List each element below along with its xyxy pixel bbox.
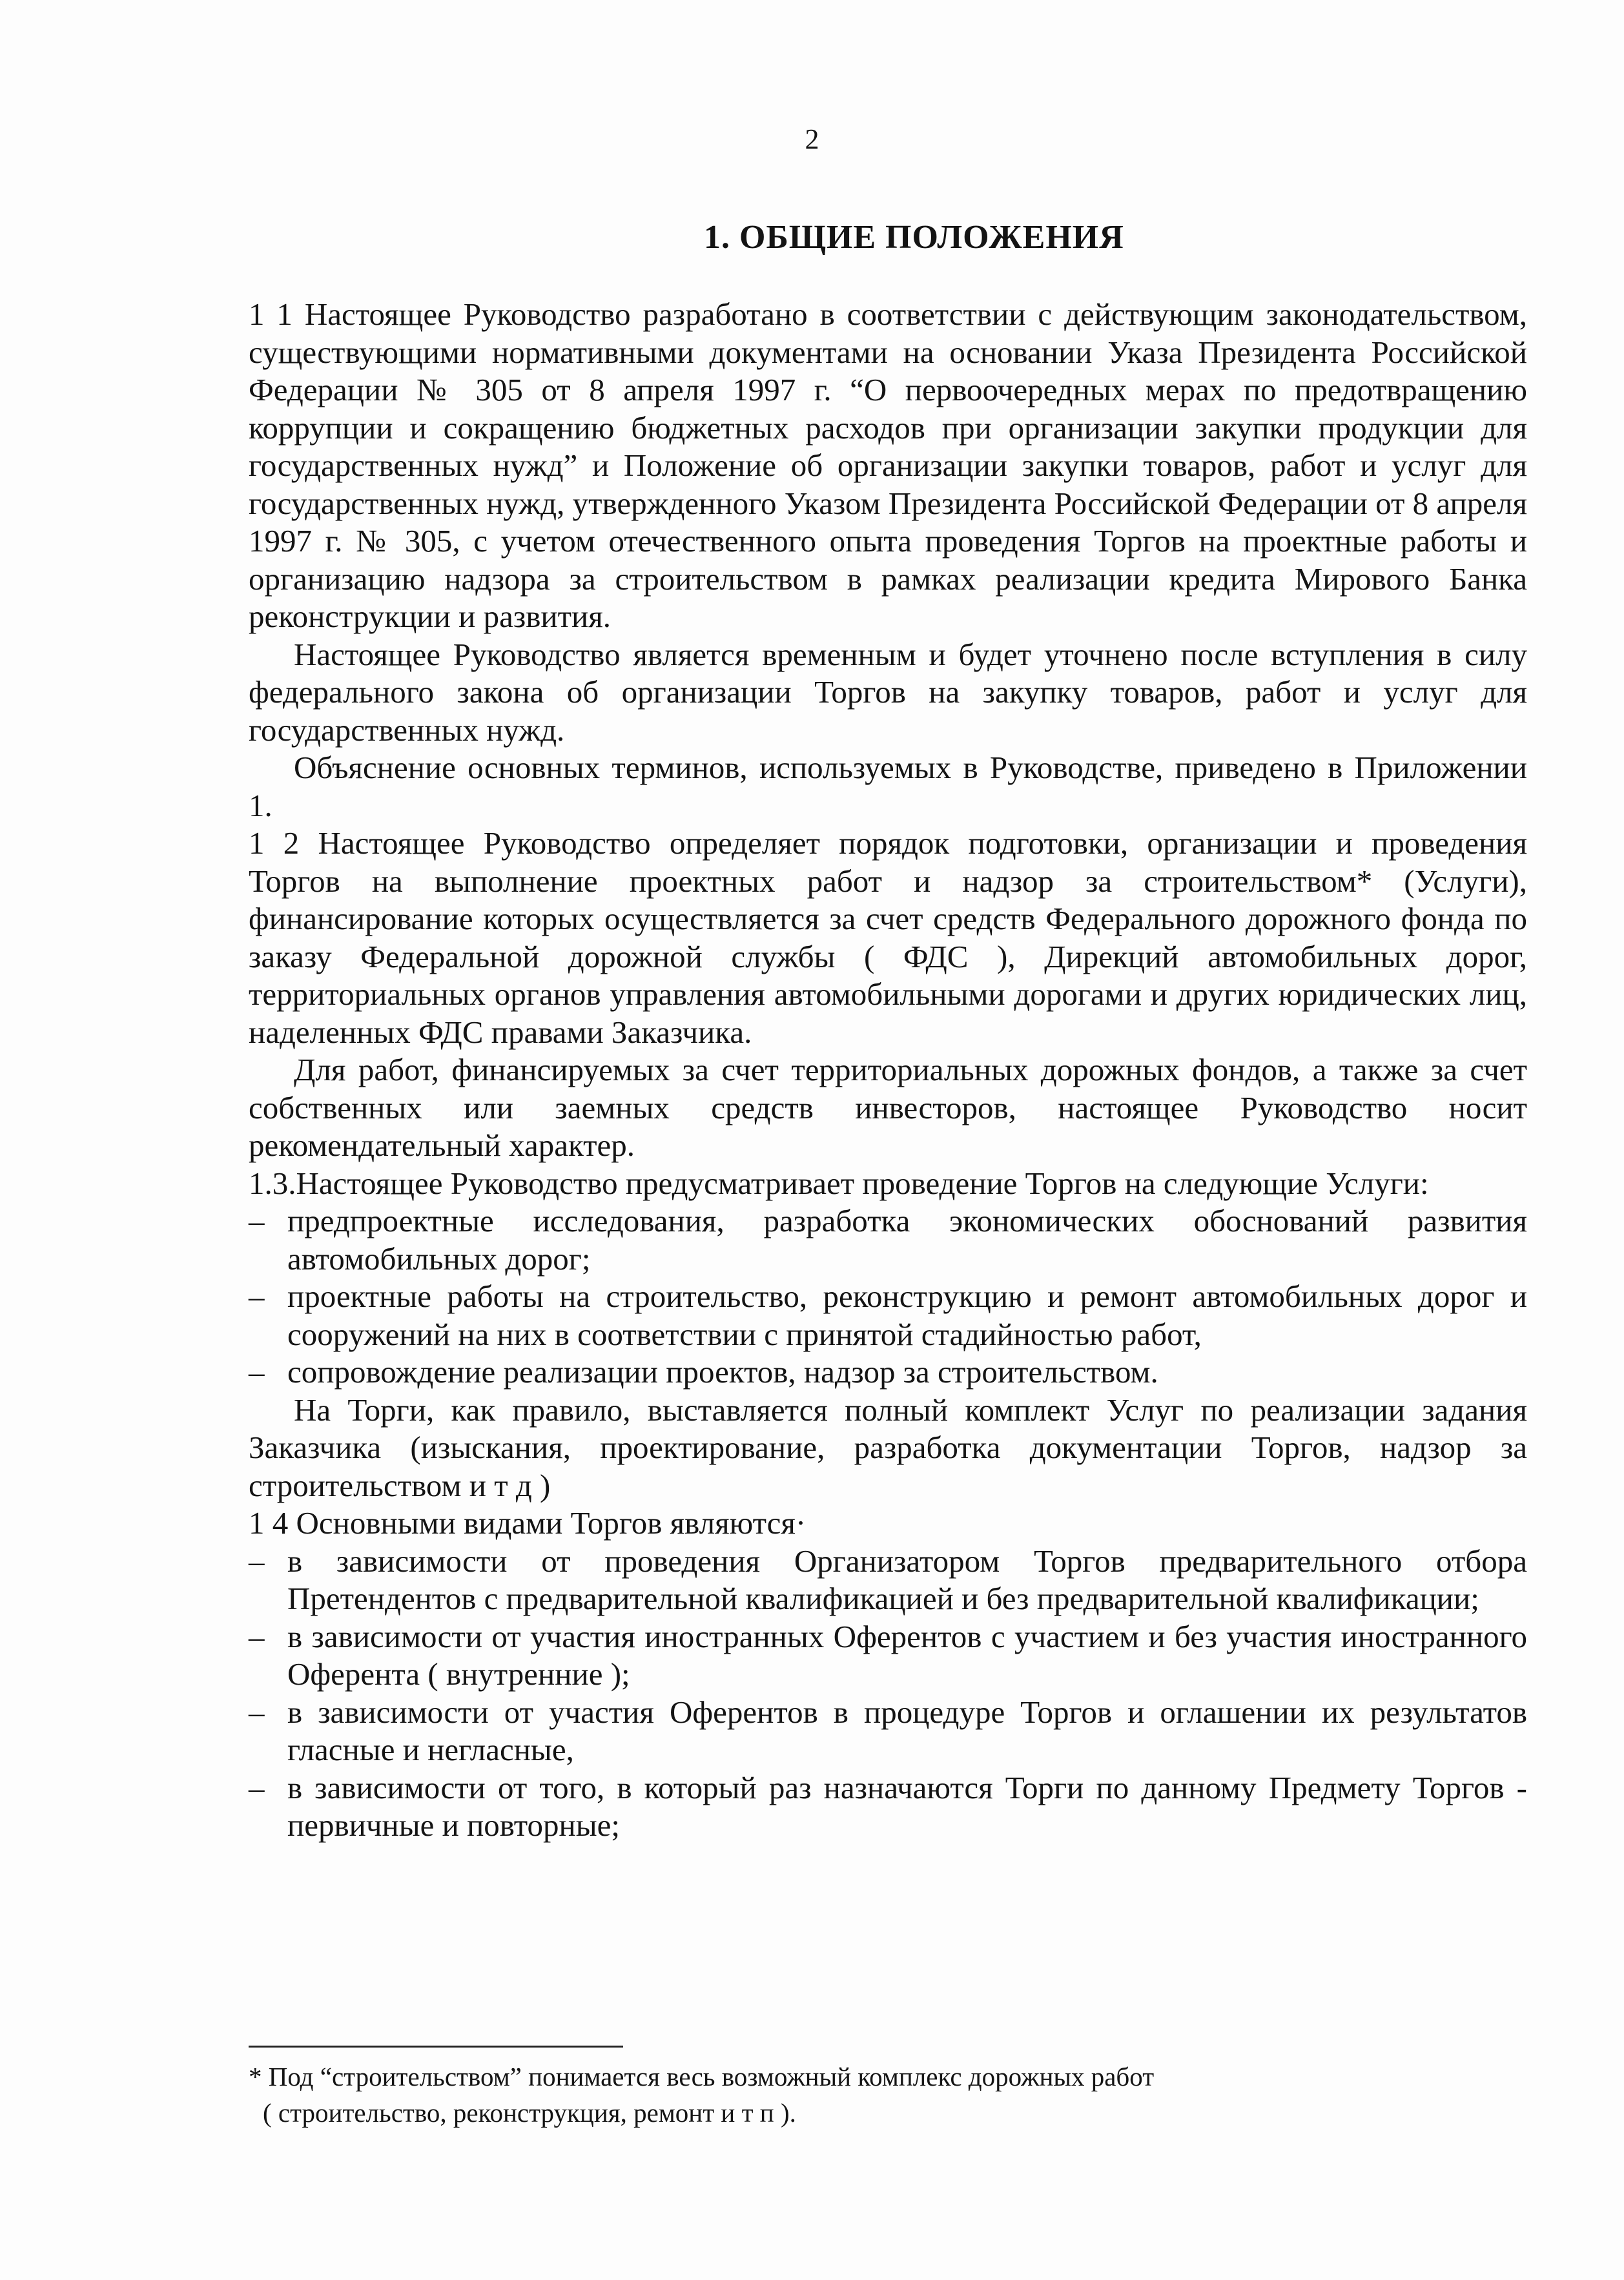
list-item: – в зависимости от участия иностранных Оферентов с участием и без участия иностранного Оферента ( внутренние );	[249, 1618, 1527, 1694]
list-item: – сопровождение реализации проектов, надзор за строительством.	[249, 1353, 1527, 1392]
list-item: – в зависимости от того, в который раз назначаются Торги по данному Предмету Торгов - первичные и повторные;	[249, 1769, 1527, 1845]
footnote	[249, 2059, 1346, 2131]
footnote-line-1: * Под “строительством” понимается весь возможный комплекс дорожных работ	[249, 2062, 1155, 2091]
footnote-line-2: ( строительство, реконструкция, ремонт и т п ).	[263, 2098, 796, 2128]
tender-types-list	[249, 1543, 1527, 1845]
section-title: 1. ОБЩИЕ ПОЛОЖЕНИЯ	[704, 219, 1124, 256]
list-item: – в зависимости от участия Оферентов в процедуре Торгов и оглашении их результатов гласные и негласные,	[249, 1694, 1527, 1769]
paragraph-1-4: 1 4 Основными видами Торгов являются·	[249, 1505, 807, 1541]
paragraph-1-2: 1 2 Настоящее Руководство определяет порядок подготовки, организации и проведения Торгов на выполнение проектных работ и надзор за строительством* (Услуги), финансирование которых осуществляется за счет средств Федерального дорожного фонда по заказу Федеральной дорожной службы ( ФДС ), Дирекций автомобильных дорог, территориальных органов управления автомобильными дорогами и других юридических лиц, наделенных ФДС правами Заказчика.	[249, 825, 1527, 1050]
page-number: 2	[805, 123, 819, 155]
paragraph-1-3: 1.3.Настоящее Руководство предусматривает проведение Торгов на следующие Услуги:	[249, 1165, 1429, 1201]
list-item: – проектные работы на строительство, реконструкцию и ремонт автомобильных дорог и сооружений на них в соответствии с принятой стадийностью работ,	[249, 1278, 1527, 1353]
services-list	[249, 1202, 1527, 1392]
paragraph-terms: Объяснение основных терминов, используемых в Руководстве, приведено в Приложении 1.	[249, 750, 1527, 823]
paragraph-temporary: Настоящее Руководство является временным и будет уточнено после вступления в силу федерального закона об организации Торгов на закупку товаров, работ и услуг для государственных нужд.	[249, 636, 1527, 748]
paragraph-recommendation: Для работ, финансируемых за счет территориальных дорожных фондов, а также за счет собственных или заемных средств инвесторов, настоящее Руководство носит рекомендательный характер.	[249, 1052, 1527, 1163]
list-item: – предпроектные исследования, разработка экономических обоснований развития автомобильных дорог;	[249, 1202, 1527, 1278]
list-item: – в зависимости от проведения Организатором Торгов предварительного отбора Претендентов с предварительной квалификацией и без предварительной квалификации;	[249, 1543, 1527, 1618]
paragraph-full-set: На Торги, как правило, выставляется полный комплект Услуг по реализации задания Заказчика (изыскания, проектирование, разработка документации Торгов, надзор за строительством и т д )	[249, 1392, 1527, 1503]
footnote-divider	[249, 2046, 623, 2048]
paragraph-1-1: 1 1 Настоящее Руководство разработано в соответствии с действующим законодательством, существующими нормативными документами на основании Указа Президента Российской Федерации № 305 от 8 апреля 1997 г. “О первоочередных мерах по предотвращению коррупции и сокращению бюджетных расходов при организации закупки продукции для государственных нужд” и Положение об организации закупки товаров, работ и услуг для государственных нужд, утвержденного Указом Президента Российской Федерации от 8 апреля 1997 г. № 305, с учетом отечественного опыта проведения Торгов на проектные работы и организацию надзора за строительством в рамках реализации кредита Мирового Банка реконструкции и развития.	[249, 296, 1527, 634]
body-text	[249, 296, 1527, 1845]
